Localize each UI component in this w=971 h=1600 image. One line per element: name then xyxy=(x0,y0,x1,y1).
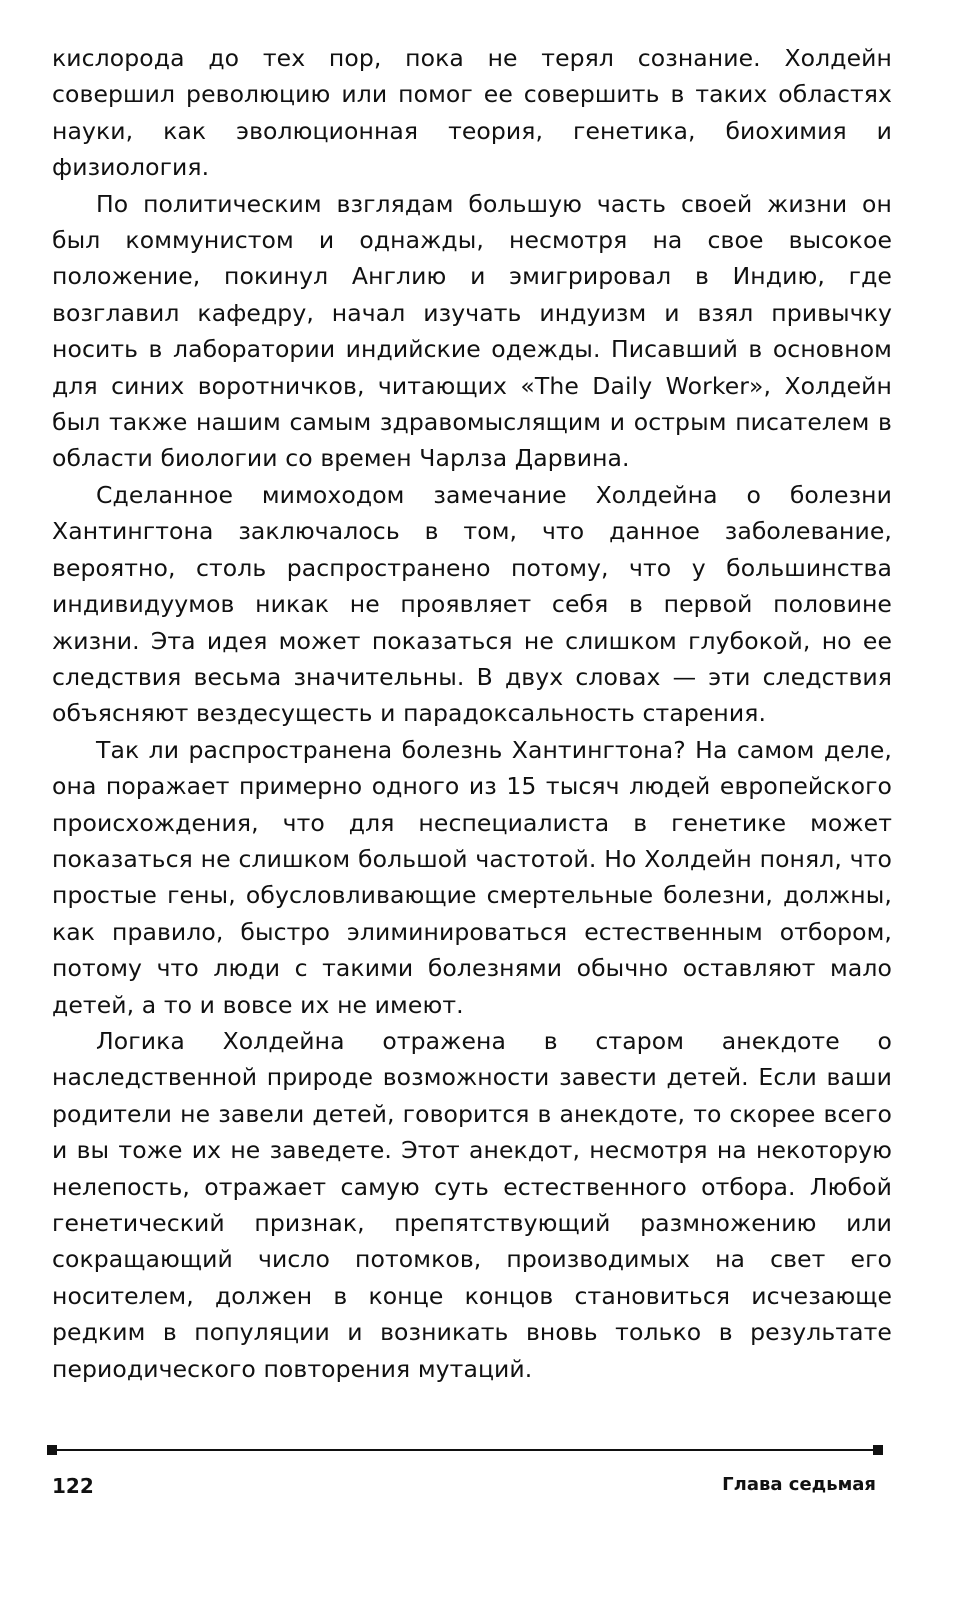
paragraph-3: Сделанное мимоходом замечание Холдейна о болезни Хантингтона заключалось в том, что данное заболевание, вероятно, столь распространено потому, что у большинства индивидуумов никак не проявляет себя в первой половине жизни. Эта идея может показаться не слишком глубокой, но ее следствия весьма значительны. В двух словах — эти следствия объясняют вездесущесть и парадоксальность старения. xyxy=(52,480,892,728)
footer-rule-right-dot xyxy=(873,1445,883,1455)
paragraph-4: Так ли распространена болезнь Хантингтона? На самом деле, она поражает примерно одного из 15 тысяч людей европейского происхождения, что для неспециалиста в генетике может показаться не слишком большой частотой. Но Холдейн понял, что простые гены, обусловливающие смертельные болезни, должны, как правило, быстро элиминироваться естественным отбором, потому что люди с такими болезнями обычно оставляют мало детей, а то и вовсе их не имеют. xyxy=(52,735,892,1019)
paragraph-2: По политическим взглядам большую часть своей жизни он был коммунистом и однажды, несмотря на свое высокое положение, покинул Англию и эмигрировал в Индию, где возглавил кафедру, начал изучать индуизм и взял привычку носить в лаборатории индийские одежды. Писавший в основном для синих воротничков, читающих «The Daily Worker», Холдейн был также нашим самым здравомыслящим и острым писателем в области биологии со времен Чарлза Дарвина. xyxy=(52,189,892,473)
paragraph-5: Логика Холдейна отражена в старом анекдоте о наследственной природе возможности завести детей. Если ваши родители не завели детей, говорится в анекдоте, то скорее всего и вы тоже их не заведете. Этот анекдот, несмотря на некоторую нелепость, отражает самую суть естественного отбора. Любой генетический признак, препятствующий размножению или сокращающий число потомков, производимых на свет его носителем, должен в конце концов становиться исчезающе редким в популяции и возникать вновь только в результате периодического повторения мутаций. xyxy=(52,1026,892,1383)
footer-rule xyxy=(52,1449,878,1451)
paragraph-1: кислорода до тех пор, пока не терял сознание. Холдейн совершил революцию или помог ее совершить в таких областях науки, как эволюционная теория, генетика, биохимия и физиология. xyxy=(52,44,892,182)
page-number: 122 xyxy=(52,1474,94,1498)
body-text xyxy=(52,40,892,1387)
chapter-label: Глава седьмая xyxy=(722,1474,876,1495)
